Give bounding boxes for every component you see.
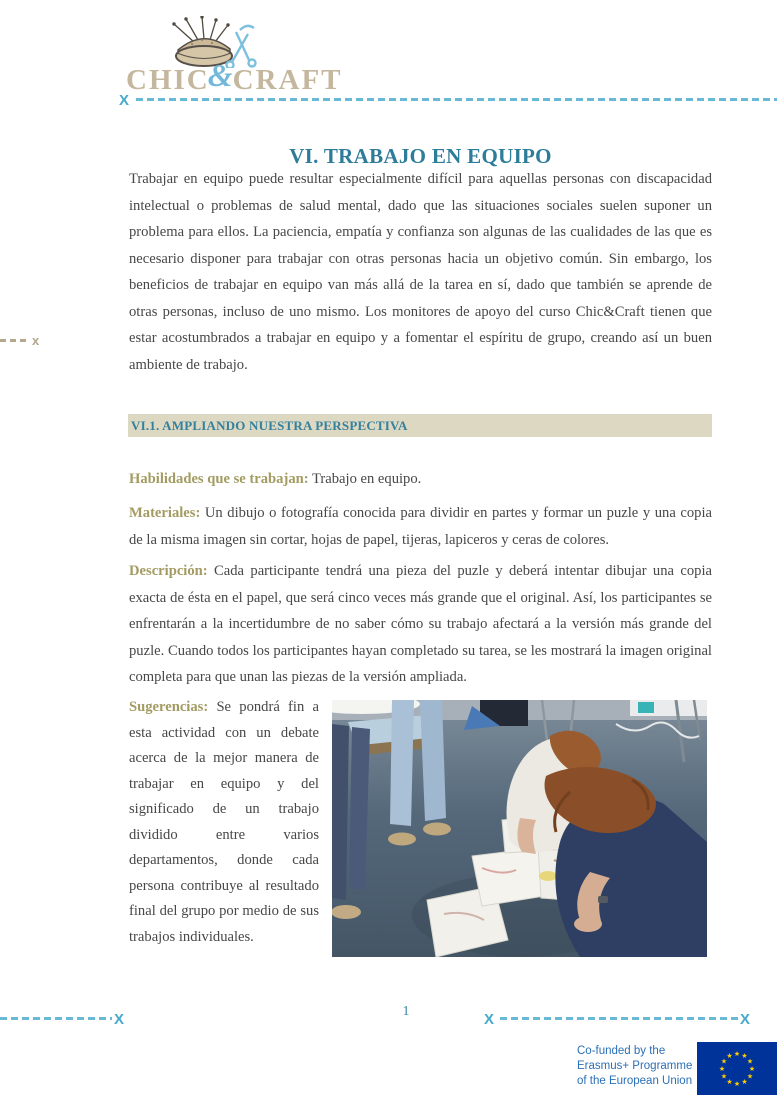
stitch-x-bottom-right-end-icon: X: [740, 1011, 751, 1028]
chapter-title: VI. TRABAJO EN EQUIPO: [289, 144, 552, 169]
description-paragraph: [129, 558, 712, 691]
eu-funding-text: [577, 1044, 695, 1089]
section-heading-bar: [128, 414, 712, 437]
stitch-x-left-icon: x: [32, 333, 40, 348]
logo-wordmark: [126, 57, 343, 97]
logo-ampersand: &: [207, 57, 235, 93]
svg-text:★: ★: [746, 1057, 754, 1066]
stitch-x-top-icon: X: [119, 92, 130, 109]
svg-text:★: ★: [720, 1072, 728, 1081]
logo-chic: CHIC: [126, 64, 210, 96]
suggestions-label: Sugerencias:: [129, 699, 209, 715]
description-label: Descripción:: [129, 563, 208, 579]
stitch-line-bottom-right: [500, 1017, 738, 1020]
eu-funding-line2: Erasmus+ Programme: [577, 1060, 693, 1072]
svg-text:★: ★: [733, 1050, 741, 1058]
svg-text:★: ★: [726, 1078, 733, 1086]
svg-text:★: ★: [746, 1072, 754, 1081]
page-number: 1: [402, 1004, 410, 1019]
activity-photo: [332, 700, 707, 957]
svg-text:★: ★: [718, 1065, 726, 1073]
svg-text:★: ★: [726, 1052, 733, 1060]
logo-craft: CRAFT: [232, 64, 343, 96]
skills-label: Habilidades que se trabajan:: [129, 471, 309, 487]
svg-text:★: ★: [733, 1080, 741, 1088]
svg-text:★: ★: [748, 1065, 756, 1073]
eu-funding-line3: of the European Union: [577, 1075, 693, 1087]
materials-label: Materiales:: [129, 505, 201, 521]
skills-paragraph: [129, 466, 712, 493]
materials-paragraph: [129, 500, 712, 553]
eu-flag-icon: [697, 1042, 777, 1095]
skills-text: Trabajo en equipo.: [312, 471, 422, 487]
suggestions-paragraph: [129, 695, 319, 950]
svg-text:★: ★: [741, 1052, 748, 1060]
stitch-line-left: [0, 339, 30, 342]
svg-text:★: ★: [741, 1078, 748, 1086]
intro-paragraph: Trabajar en equipo puede resultar especialmente difícil para aquellas personas con discapacidad intelectual o problemas de salud mental, dado que las situaciones sociales suelen suponer un problema para ellos. La paciencia, empatía y confianza son algunas de las cualidades de las que es necesario disponer para trabajar con otras personas hacia un objetivo común. Sin embargo, los beneficios de trabajar en equipo van más allá de la tarea en sí, dado que también se aprende de otras personas, incluso de uno mismo. Los monitores de apoyo del curso Chic&Craft tienen que estar acostumbrados a trabajar en equipo y a fomentar el espíritu de grupo, creando así un buen ambiente de trabajo.: [129, 171, 712, 373]
suggestions-text: Se pondrá fin a esta actividad con un debate acerca de la mejor manera de trabajar en equipo y del significado de un trabajo dividido entre varios departamentos, donde cada persona contribuye al resultado final del grupo por medio de sus trabajos individuales.: [129, 699, 319, 945]
svg-text:★: ★: [720, 1057, 728, 1066]
materials-text: Un dibujo o fotografía conocida para dividir en partes y formar un puzle y una copia de la misma imagen sin cortar, hojas de papel, tijeras, lapiceros y ceras de colores.: [129, 505, 712, 548]
stitch-x-bottom-right-start-icon: X: [484, 1011, 495, 1028]
stitch-line-bottom-left: [0, 1017, 112, 1020]
stitch-line-top: [136, 98, 777, 101]
eu-funding-line1: Co-funded by the: [577, 1045, 666, 1057]
chic-and-craft-logo: [126, 16, 343, 96]
description-text: Cada participante tendrá una pieza del puzle y deberá intentar dibujar una copia exacta de ésta en el papel, que será cinco veces más grande que el original. Así, los participantes se enfrentarán a la incertidumbre de no saber cómo su trabajo afectará a la versión más grande del puzle. Cuando todos los participantes hayan completado su tarea, se les mostrará la imagen original completa para que unan las piezas de la versión ampliada.: [129, 563, 712, 685]
section-heading: VI.1. AMPLIANDO NUESTRA PERSPECTIVA: [131, 417, 408, 433]
stitch-x-bottom-left-icon: X: [114, 1011, 125, 1028]
